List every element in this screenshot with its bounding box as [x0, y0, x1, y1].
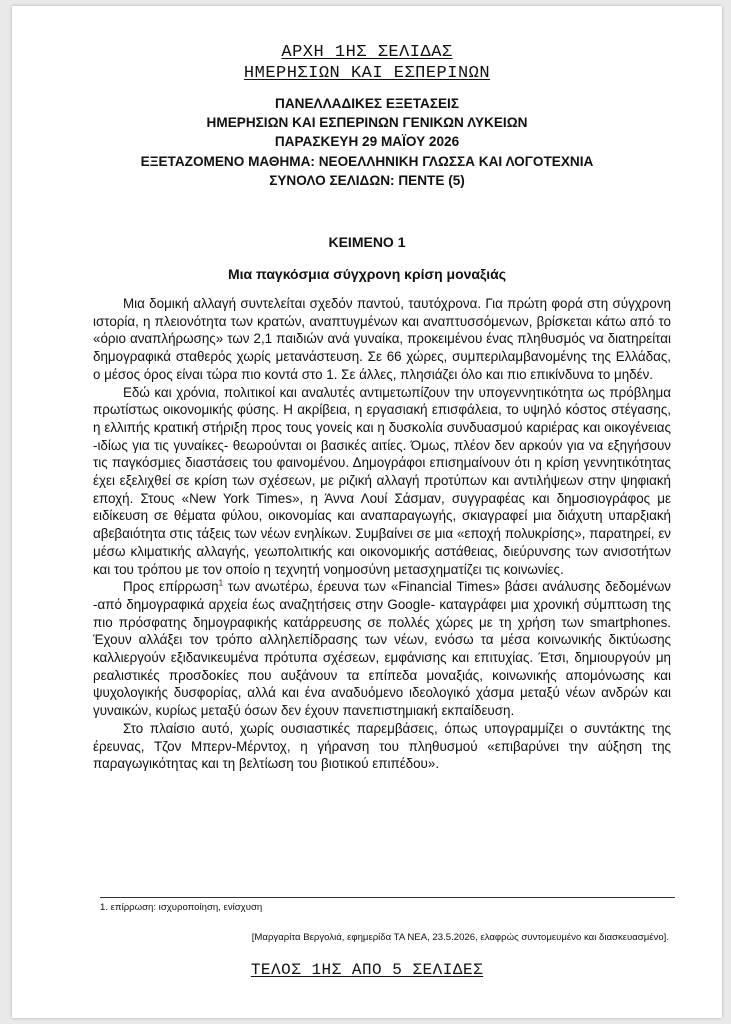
- exam-line-3: ΠΑΡΑΣΚΕΥΗ 29 ΜΑΪΟΥ 2026: [274, 134, 460, 150]
- exam-line-1: ΠΑΝΕΛΛΑΔΙΚΕΣ ΕΞΕΤΑΣΕΙΣ: [275, 96, 459, 111]
- document-page: [12, 6, 722, 1018]
- paragraph-3: [93, 578, 671, 720]
- paragraph-3-rest: των ανωτέρω, έρευνα των «Financial Times» βάσει ανάλυσης δεδομένων -από δημογραφικά αρχεία έως αναζητήσεις στην Google- καταγράφει μια χρονική σύμπτωση της πιο πρόσφατης δημογραφικής κατάρρευσης σε πολλές χώρες με τη χρήση των smartphones. Έχουν αλλάξει τον τρόπο αλληλεπίδρασης των νέων, ενόσω τα μέσα κοινωνικής δικτύωσης καλλιεργούν εξιδανικευμένα πρότυπα σχέσεων, εμφάνισης και επιτυχίας. Έτσι, δημιουργούν μη ρεαλιστικές προσδοκίες που αυξάνουν τα επίπεδα μοναξιάς, κοινωνικής απομόνωσης και ψυχολογικής δυσφορίας, αλλά και ένα αναδυόμενο ιδεολογικό χάσμα μεταξύ νέων ανδρών και γυναικών, κυρίως μεταξύ όσων δεν έχουν πανεπιστημιακή εκπαίδευση.: [93, 579, 671, 719]
- page-header: [12, 42, 722, 84]
- article-body: [93, 295, 671, 773]
- footnote-divider: [100, 897, 675, 898]
- source-citation: [Μαργαρίτα Βεργολιά, εφημερίδα ΤΑ ΝΕΑ, 23.5.2026, ελαφρώς συντομευμένο και διασκευασμένο].: [251, 932, 669, 943]
- article-title: Μια παγκόσμια σύγχρονη κρίση μοναξιάς: [227, 266, 507, 282]
- header-line-2: ΗΜΕΡΗΣΙΩΝ ΚΑΙ ΕΣΠΕΡΙΝΩΝ: [243, 64, 491, 83]
- footer-text: ΤΕΛΟΣ 1ΗΣ ΑΠΟ 5 ΣΕΛΙΔΕΣ: [250, 961, 484, 979]
- page-footer: [12, 961, 722, 979]
- exam-line-2: ΗΜΕΡΗΣΙΩΝ ΚΑΙ ΕΣΠΕΡΙΝΩΝ ΓΕΝΙΚΩΝ ΛΥΚΕΙΩΝ: [206, 115, 528, 131]
- paragraph-2: Εδώ και χρόνια, πολιτικοί και αναλυτές αντιμετωπίζουν την υπογεννητικότητα ως πρόβλημα πρωτίστως οικονομικής φύσης. Η ακρίβεια, η εργασιακή επισφάλεια, το υψηλό κόστος στέγασης, η ελλιπής κρατική στήριξη προς τους γονείς και η δυσκολία συνδυασμού καριέρας και οικογένειας -ιδίως για τις γυναίκες- θεωρούνται οι βασικές αιτίες. Όμως, πλέον δεν αρκούν για να εξηγήσουν τις παγκόσμιες διαστάσεις του φαινομένου. Δημογράφοι επισημαίνουν ότι η κρίση γεννητικότητας έχει εξελιχθεί σε κρίση των σχέσεων, με ριζική αλλαγή προτύπων και αντιλήψεων στην ψηφιακή εποχή. Στους «New York Times», η Άννα Λουί Σάσμαν, συγγραφέας και δημοσιογράφος με ειδίκευση σε θέματα φύλου, οικονομίας και αναπαραγωγής, σκιαγραφεί μια διάχυτη υπαρξιακή αβεβαιότητα στις τάξεις των νέων ενηλίκων. Συμβαίνει σε μια «εποχή πολυκρίσης», παρατηρεί, εν μέσω κλιματικής αλλαγής, γεωπολιτικής και οικονομικής αστάθειας, διεύρυνσης των ανισοτήτων και του τρόπου με τον οποίο η τεχνητή νοημοσύνη μετασχηματίζει τις κοινωνίες.: [93, 384, 671, 577]
- footnote-marker: 1: [218, 578, 224, 588]
- exam-info: [12, 94, 722, 190]
- text-title: ΚΕΙΜΕΝΟ 1: [328, 234, 406, 250]
- paragraph-4: Στο πλαίσιο αυτό, χωρίς ουσιαστικές παρεμβάσεις, όπως υπογραμμίζει ο συντάκτης της έρευνας, Τζον Μπερν-Μέρντοχ, η γήρανση του πληθυσμού «επιβαρύνει την αύξηση της παραγωγικότητας και τη βελτίωση του βιοτικού επιπέδου».: [93, 720, 671, 772]
- paragraph-1: Μια δομική αλλαγή συντελείται σχεδόν παντού, ταυτόχρονα. Για πρώτη φορά στη σύγχρονη ιστορία, η πλειονότητα των κρατών, αναπτυγμένων και αναπτυσσόμενων, βρίσκεται κάτω από το «όριο αναπλήρωσης» των 2,1 παιδιών ανά γυναίκα, προκειμένου ένας πληθυσμός να διατηρείται δημογραφικά σταθερός χωρίς μετανάστευση. Σε 66 χώρες, συμπεριλαμβανομένης της Ελλάδας, ο μέσος όρος είναι τώρα πιο κοντά στο 1. Σε άλλες, πλησιάζει όλο και πιο επικίνδυνα το μηδέν.: [93, 296, 671, 382]
- exam-line-5: ΣΥΝΟΛΟ ΣΕΛΙΔΩΝ: ΠΕΝΤΕ (5): [269, 172, 465, 188]
- header-line-1: ΑΡΧΗ 1ΗΣ ΣΕΛΙΔΑΣ: [281, 43, 453, 62]
- footnote: 1. επίρρωση: ισχυροποίηση, ενίσχυση: [100, 902, 263, 913]
- exam-line-4: ΕΞΕΤΑΖΟΜΕΝΟ ΜΑΘΗΜΑ: ΝΕΟΕΛΛΗΝΙΚΗ ΓΛΩΣΣΑ ΚΑΙ ΛΟΓΟΤΕΧΝΙΑ: [140, 153, 594, 169]
- paragraph-3-start: Προς επίρρωση: [123, 579, 219, 595]
